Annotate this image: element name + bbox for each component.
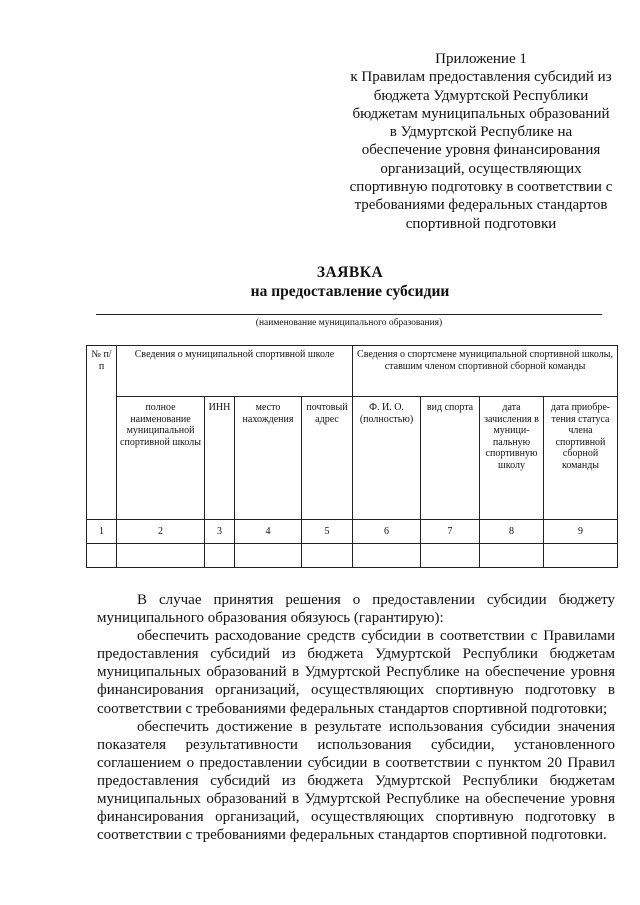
column-number: 2	[117, 520, 205, 544]
header-number: № п/п	[87, 346, 117, 520]
appendix-line: спортивную подготовку в соответствии с	[349, 179, 613, 196]
column-number: 6	[353, 520, 421, 544]
appendix-line: к Правилам предоставления субсидий из	[350, 69, 612, 86]
document-title: ЗАЯВКА	[316, 264, 384, 281]
appendix-line: спортивной подготовки	[405, 215, 557, 232]
column-number: 1	[87, 520, 117, 544]
empty-cell	[205, 544, 235, 568]
empty-cell	[235, 544, 302, 568]
paragraph-spending: обеспечить расходование средств субсидии в соответствии с Правилами предоставления субсидий из бюджета Удмуртской Республики бюджетам муниципальных образований в Удмуртской Республике на обеспечение уровня финансирования организаций, осуществляющих спортивную подготовку в соответствии с требованиями федеральных стандартов спортивной подготовки;	[97, 628, 615, 717]
header-sport-type: вид спорта	[421, 397, 480, 520]
appendix-line: организаций, осуществляющих	[380, 160, 582, 177]
appendix-line: обеспечение уровня финансирования	[361, 142, 601, 159]
document-subtitle: на предоставление субсидии	[250, 283, 450, 300]
application-table	[86, 345, 618, 568]
empty-cell	[87, 544, 117, 568]
paragraph-performance: обеспечить достижение в результате использования субсидии значения показателя результативности использования субсидии, установленного соглашением о предоставлении субсидии в соответствии с пунктом 20 Правил предоставления субсидий из бюджета Удмуртской Республики бюджетам муниципальных образований в Удмуртской Республике на обеспечение уровня финансирования организаций, осуществляющих спортивную подготовку в соответствии с требованиями федеральных стандартов спортивной подготовки.	[97, 718, 615, 844]
column-number: 4	[235, 520, 302, 544]
column-number: 3	[205, 520, 235, 544]
header-postal-address: почтовый адрес	[302, 397, 353, 520]
header-inn: ИНН	[205, 397, 235, 520]
header-team-status-date: дата приобре-тения статуса члена спортивной сборной команды	[544, 397, 618, 520]
empty-cell	[117, 544, 205, 568]
empty-cell	[480, 544, 544, 568]
appendix-block	[336, 50, 626, 233]
header-school-name: полное наименование муниципальной спортивной школы	[117, 397, 205, 520]
empty-cell	[302, 544, 353, 568]
appendix-line: в Удмуртской Республике на	[389, 124, 573, 141]
municipality-caption: (наименование муниципального образования)	[255, 318, 443, 328]
appendix-line: бюджетам муниципальных образований	[352, 105, 610, 122]
column-number: 9	[544, 520, 618, 544]
appendix-line: бюджета Удмуртской Республики	[373, 87, 589, 104]
empty-cell	[421, 544, 480, 568]
header-full-name: Ф. И. О. (полностью)	[353, 397, 421, 520]
empty-cell	[544, 544, 618, 568]
municipality-blank-line	[96, 314, 602, 315]
header-group-athlete: Сведения о спортсмене муниципальной спортивной школы, ставшим членом спортивной сборной команды	[353, 346, 618, 397]
table-row-empty	[87, 544, 618, 568]
column-number: 5	[302, 520, 353, 544]
paragraph-guarantee: В случае принятия решения о предоставлении субсидии бюджету муниципального образования обязуюсь (гарантирую):	[97, 592, 615, 627]
header-group-school: Сведения о муниципальной спортивной школе	[117, 346, 353, 397]
empty-cell	[353, 544, 421, 568]
column-number: 8	[480, 520, 544, 544]
appendix-line: требованиями федеральных стандартов	[354, 197, 608, 214]
header-enrollment-date: дата зачисления в муници-пальную спортивную школу	[480, 397, 544, 520]
header-location: место нахождения	[235, 397, 302, 520]
body-text	[97, 591, 615, 844]
column-number: 7	[421, 520, 480, 544]
appendix-line: Приложение 1	[435, 51, 527, 67]
